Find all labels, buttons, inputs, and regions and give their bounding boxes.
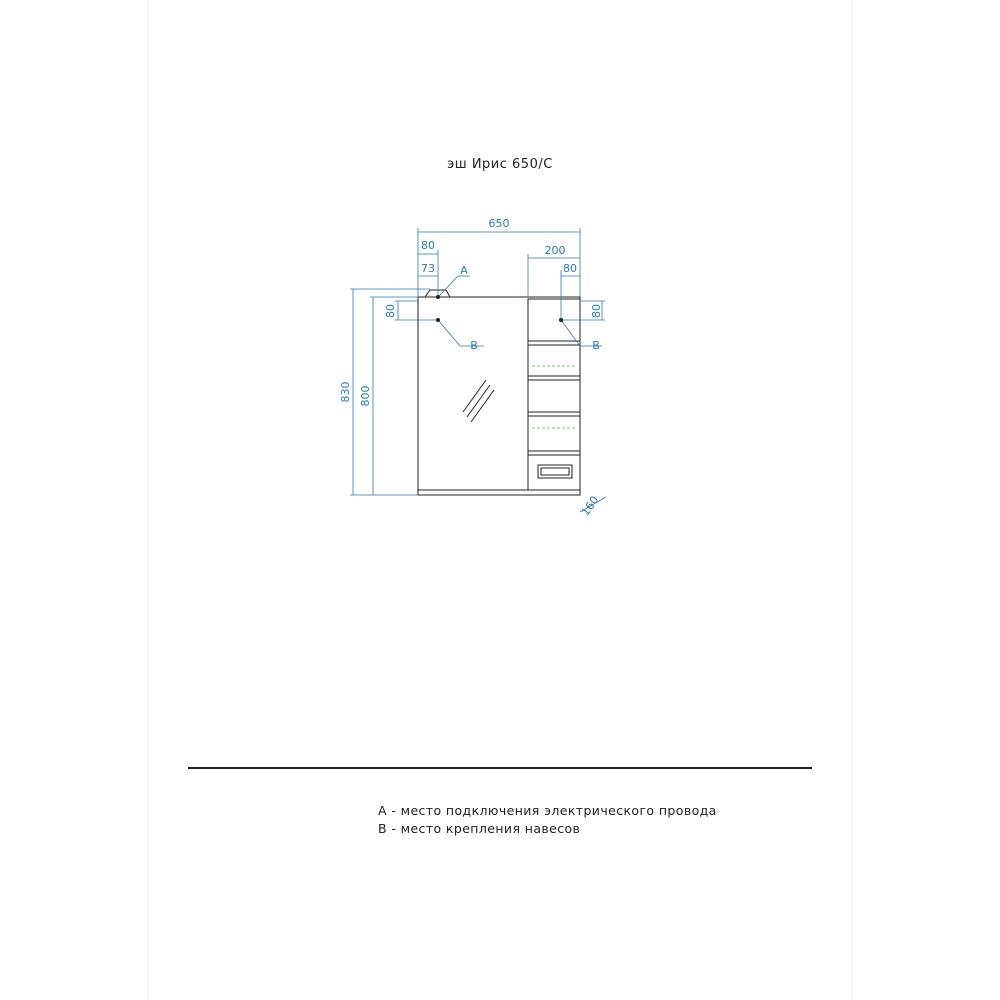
drawer-handle-inner <box>541 468 569 475</box>
cabinet-outline <box>418 290 580 495</box>
dim-left-vertical-80: 80 <box>384 304 397 318</box>
product-title: эш Ирис 650/С <box>447 157 553 172</box>
legend-divider <box>188 767 812 769</box>
dim-right-vertical-80: 80 <box>590 304 603 318</box>
dim-depth-160: 160 <box>578 493 602 519</box>
right-section <box>528 299 580 490</box>
legend-line-b: В - место крепления навесов <box>378 821 581 836</box>
marker-b-right: B <box>592 339 600 352</box>
marker-b-left: B <box>470 339 478 352</box>
marker-a: A <box>460 264 468 277</box>
legend <box>378 802 717 838</box>
dim-right-200: 200 <box>544 244 566 257</box>
dim-left-73: 73 <box>421 262 435 275</box>
dim-left-80: 80 <box>421 239 435 252</box>
shelf-dashes <box>532 366 576 428</box>
legend-line-a: А - место подключения электрического провода <box>378 803 717 818</box>
mirror-glare <box>463 380 494 422</box>
dim-height-800: 800 <box>359 385 372 407</box>
dim-width-650: 650 <box>488 217 510 230</box>
drawer-handle <box>538 465 572 478</box>
dim-right-80: 80 <box>563 262 577 275</box>
dim-height-830: 830 <box>339 381 352 403</box>
